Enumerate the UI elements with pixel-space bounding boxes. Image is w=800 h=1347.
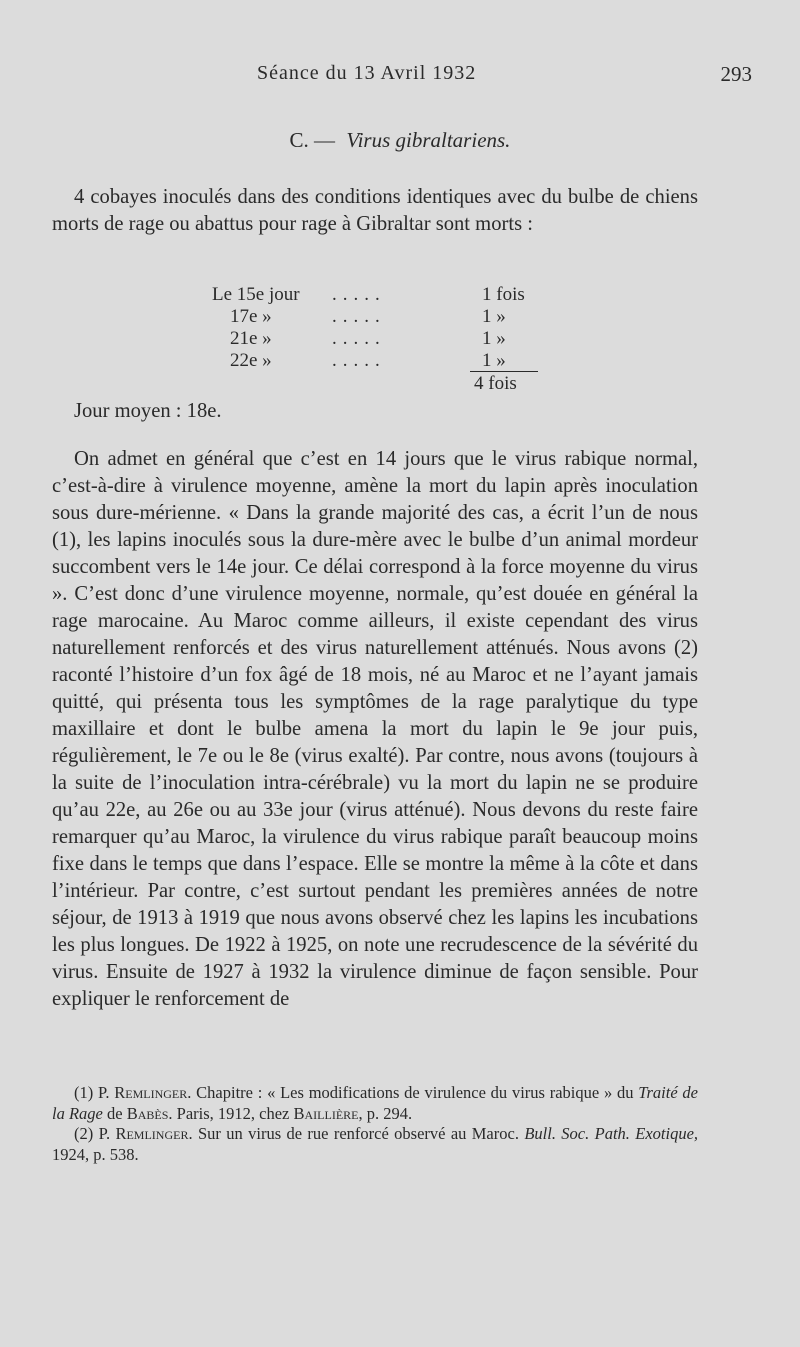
section-label: C. —	[289, 128, 336, 152]
footnote-work: Bull. Soc. Path. Exotique,	[524, 1124, 699, 1144]
table-row-dots: .....	[332, 350, 386, 371]
footnote-text: 1924, p. 538.	[52, 1144, 139, 1164]
table-row-label: 22e »	[230, 350, 272, 371]
average-day: Jour moyen : 18e.	[74, 400, 222, 422]
table-row-value: 1 fois	[482, 284, 525, 305]
running-head	[52, 62, 752, 92]
table-row	[212, 350, 506, 372]
footnote-mark: (1)	[74, 1083, 94, 1102]
body-paragraph	[52, 446, 698, 1013]
table-row-value: 1 »	[482, 328, 506, 349]
footnote-publisher: Baillière,	[293, 1103, 363, 1123]
footnotes	[52, 1083, 698, 1165]
table-row-label: 21e »	[230, 328, 272, 349]
table-row-dots: .....	[332, 328, 386, 349]
footnote-1	[52, 1083, 698, 1124]
table-row-label: 17e »	[230, 306, 272, 327]
table-row-dots: .....	[332, 306, 386, 327]
footnote-text: Sur un virus de rue renforcé observé au Maroc.	[197, 1124, 519, 1144]
footnote-text: p. 294.	[366, 1103, 413, 1123]
running-title: Séance du 13 Avril 1932	[257, 62, 477, 84]
footnote-text: Chapitre : « Les modifications de virulence du virus rabique » du	[196, 1083, 634, 1102]
footnote-author: P. Remlinger.	[98, 1083, 192, 1102]
death-day-table	[212, 284, 552, 394]
table-sum-rule	[470, 371, 538, 372]
footnote-name: Babès.	[126, 1103, 173, 1123]
table-row	[212, 328, 506, 350]
table-row-label: Le 15e jour	[212, 284, 300, 305]
table-row-dots: .....	[332, 284, 386, 305]
section-title: Virus gibraltariens.	[346, 128, 511, 152]
intro-paragraph	[52, 184, 698, 238]
table-row-value: 1 »	[482, 306, 506, 327]
intro-text: 4 cobayes inoculés dans des conditions identiques avec du bulbe de chiens morts de rage ou abattus pour rage à Gibraltar sont morts :	[52, 186, 698, 235]
page-number: 293	[720, 62, 752, 86]
table-row-value: 1 »	[482, 350, 506, 371]
footnote-2	[52, 1124, 698, 1165]
table-total: 4 fois	[474, 373, 517, 394]
footnote-text: Paris, 1912, chez	[176, 1103, 290, 1123]
body-text: On admet en général que c’est en 14 jours que le virus rabique normal, c’est-à-dire à virulence moyenne, amène la mort du lapin après inoculation sous dure-mérienne. « Dans la grande majorité des cas, a écrit l’un de nous (1), les lapins inoculés sous la dure-mère avec le bulbe d’un animal mordeur succombent vers le 14e jour. Ce délai correspond à la force moyenne du virus ». C’est donc d’une virulence moyenne, normale, qu’est douée en général la rage marocaine. Au Maroc comme ailleurs, il existe cependant des virus naturellement renforcés et des virus naturellement atténués. Nous avons (2) raconté l’histoire d’un fox âgé de 18 mois, né au Maroc et ne l’ayant jamais quitté, qui présenta tous les symptômes de la rage paralytique du type maxillaire et dont le bulbe amena la mort du lapin le 9e jour puis, régulièrement, le 7e ou le 8e (virus exalté). Par contre, nous avons (toujours à la suite de l’inoculation intra-cérébrale) vu la mort du lapin ne se produire qu’au 22e, au 26e ou au 33e jour (virus atténué). Nous devons du reste faire remarquer qu’au Maroc, la virulence du virus rabique paraît beaucoup moins fixe dans le temps que dans l’espace. Elle se montre la même à la côte et dans l’intérieur. Par contre, c’est surtout pendant les premières années de notre séjour, de 1913 à 1919 que nous avons observé chez les lapins les incubations les plus longues. De 1922 à 1925, on note une recrudescence de la sévérité du virus. Ensuite de 1927 à 1932 la virulence diminue de façon sensible. Pour expliquer le renforcement de	[52, 448, 698, 1010]
section-heading	[0, 128, 800, 153]
table-row	[212, 284, 525, 306]
footnote-mark: (2)	[74, 1124, 94, 1144]
footnote-author: P. Remlinger.	[98, 1124, 193, 1144]
table-row	[212, 306, 506, 328]
footnote-text: de	[107, 1103, 123, 1123]
footnote-work: Traité de la Rage	[52, 1083, 699, 1123]
